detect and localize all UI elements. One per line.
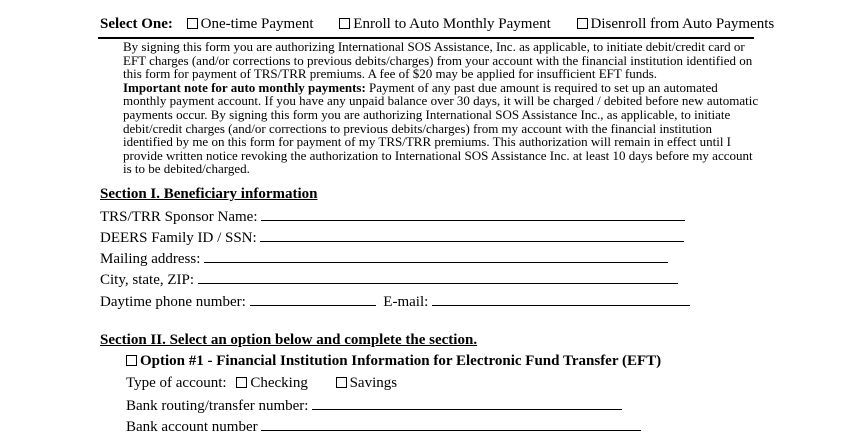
account-number-label: Bank account number — [126, 419, 258, 435]
sponsor-name-field[interactable] — [261, 208, 685, 221]
select-one-label: Select One: — [100, 16, 173, 32]
phone-field[interactable] — [250, 293, 376, 306]
checkbox-option-1[interactable] — [126, 355, 137, 366]
section-1-title: Section I. Beneficiary information — [100, 186, 318, 202]
checkbox-savings[interactable] — [336, 377, 347, 388]
account-number-field[interactable] — [261, 418, 641, 431]
option-1-label: Option #1 - Financial Institution Information for Electronic Fund Transfer (EFT) — [140, 353, 662, 369]
deers-field[interactable] — [260, 229, 684, 242]
city-row — [100, 271, 678, 289]
checkbox-one-time[interactable] — [187, 18, 198, 29]
mailing-label: Mailing address: — [100, 251, 201, 267]
mailing-row — [100, 250, 668, 268]
option-savings[interactable]: Savings — [336, 375, 398, 391]
phone-row — [100, 293, 690, 311]
mailing-field[interactable] — [204, 250, 668, 263]
city-label: City, state, ZIP: — [100, 272, 195, 288]
option-one-time[interactable]: One-time Payment — [187, 16, 314, 32]
checkbox-checking[interactable] — [236, 377, 247, 388]
email-field[interactable] — [432, 293, 690, 306]
city-field[interactable] — [198, 271, 678, 284]
sponsor-name-label: TRS/TRR Sponsor Name: — [100, 209, 258, 225]
routing-label: Bank routing/transfer number: — [126, 398, 309, 414]
deers-row — [100, 229, 684, 247]
authorization-text — [123, 40, 763, 176]
authorization-paragraph: By signing this form you are authorizing International SOS Assistance, Inc. as applicable, to initiate debit/credit card or EFT charges (and/or corrections to previous debits/charges) from your account with the financial institution identified on this form for payment of TRS/TRR premiums. A fee of $20 may be applied for insufficient EFT funds. — [123, 39, 753, 82]
note-text: Payment of any past due amount is required to set up an automated monthly payment account. If you have any unpaid balance over 30 days, it will be charged / debited before new automatic payments occur. By signing this form you are authorizing International SOS Assistance Inc., as applicable, to initiate debit/credit charges (and/or corrections to previous debits/charges) from my account with the financial institution identified by me on this form for payment of my TRS/TRR premiums. This authorization will remain in effect until I provide written notice revoking the authorization to International SOS Assistance Inc. at least 10 days before my account is to be debited/charged. — [123, 79, 759, 177]
checkbox-enroll-auto[interactable] — [339, 18, 350, 29]
option-disenroll-auto[interactable]: Disenroll from Auto Payments — [577, 16, 775, 32]
account-type-row — [126, 375, 397, 392]
deers-label: DEERS Family ID / SSN: — [100, 230, 257, 246]
select-one-row — [100, 16, 796, 33]
option-enroll-auto[interactable]: Enroll to Auto Monthly Payment — [339, 16, 551, 32]
option-checking[interactable]: Checking — [236, 375, 308, 391]
email-label: E-mail: — [383, 294, 429, 310]
note-label: Important note for auto monthly payments: — [123, 79, 366, 95]
routing-row — [126, 397, 622, 415]
sponsor-name-row — [100, 208, 685, 226]
routing-field[interactable] — [312, 397, 622, 410]
auto-payment-note — [123, 81, 763, 176]
checkbox-disenroll-auto[interactable] — [577, 18, 588, 29]
account-type-label: Type of account: — [126, 375, 227, 391]
phone-label: Daytime phone number: — [100, 294, 246, 310]
option-1-row[interactable] — [126, 353, 661, 370]
section-2-title: Section II. Select an option below and complete the section. — [100, 332, 478, 348]
account-number-row — [126, 418, 641, 436]
